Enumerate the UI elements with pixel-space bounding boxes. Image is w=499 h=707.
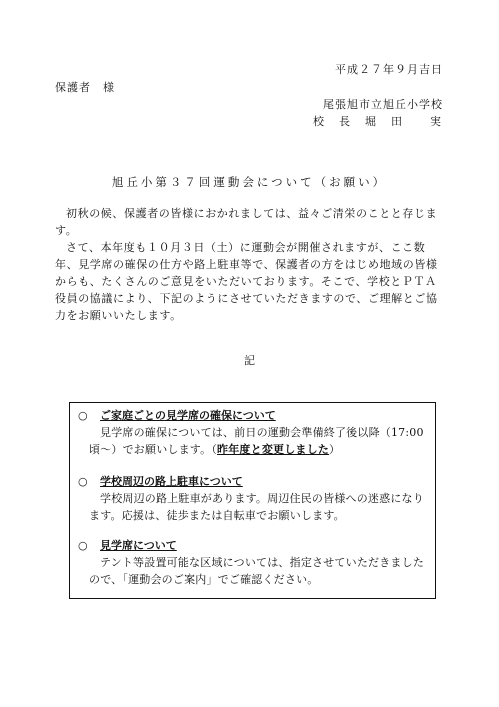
item-heading: 学校周辺の路上駐車について — [100, 475, 243, 488]
issue-date: 平成２７年９月吉日 — [335, 63, 443, 76]
circle-bullet-icon: ○ — [78, 475, 88, 488]
circle-bullet-icon: ○ — [78, 409, 88, 422]
notice-item-seating-reservation — [78, 407, 428, 458]
principal-name: 校 長 堀 田 実 — [313, 115, 443, 128]
notice-item-viewing-area — [78, 537, 428, 588]
greeting-paragraph: 初秋の候、保護者の皆様におかれましては、益々ご清栄のことと存じます。 — [55, 207, 438, 237]
school-name: 尾張旭市立旭丘小学校 — [323, 98, 443, 111]
change-note: 昨年度と変更しました — [217, 443, 330, 456]
item-text: 見学席の確保については、前日の運動会準備終了後以降（17:00 頃〜）でお願いします。（昨年度と変更しました） — [89, 426, 424, 456]
item-heading: 見学席について — [100, 539, 177, 552]
recipient: 保護者 様 — [55, 81, 115, 94]
main-paragraph: さて、本年度も１０月３日（土）に運動会が開催されますが、ここ数年、見学席の確保の仕方や路上駐車等で、保護者の方をはじめ地域の皆様からも、たくさんのご意見をいただいております。そこで、学校とＰＴＡ役員の協議により、下記のようにさせていただきますので、ご理解とご協力をお願いいたします。 — [55, 241, 438, 322]
notice-box — [69, 402, 436, 599]
item-heading: ご家庭ごとの見学席の確保について — [100, 409, 276, 422]
document-title: 旭丘小第３７回運動会について（お願い） — [111, 175, 388, 189]
notice-item-street-parking — [78, 473, 428, 524]
ki-heading: 記 — [244, 354, 255, 367]
item-text: 学校周辺の路上駐車があります。周辺住民の皆様への迷惑になります。応援は、徒歩または自転車でお願いします。 — [89, 492, 424, 522]
item-text: テント等設置可能な区域については、指定させていただきましたので、「運動会のご案内」でご確認ください。 — [89, 556, 425, 586]
circle-bullet-icon: ○ — [78, 539, 88, 552]
body-text — [55, 205, 443, 324]
